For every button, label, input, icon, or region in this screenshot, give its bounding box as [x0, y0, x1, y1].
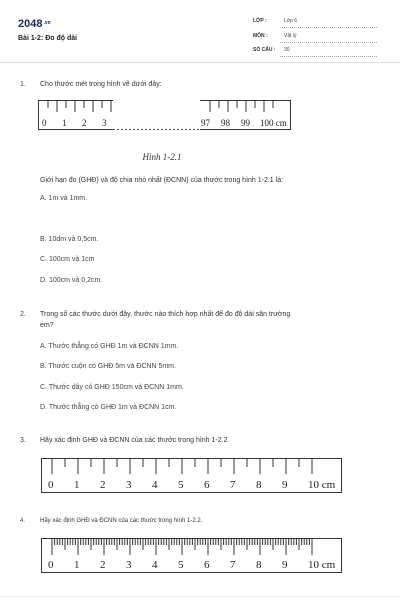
subject-underline: [280, 41, 377, 43]
count-value: 30: [284, 47, 290, 53]
q4-ruler-label: 3: [126, 559, 132, 571]
q3-ruler-label: 3: [126, 479, 132, 491]
q4-ruler-label: 5: [178, 559, 184, 571]
q4-ruler-label: 9: [282, 559, 288, 571]
q4-ruler-label: 2: [100, 559, 106, 571]
q3-number: 3.: [20, 437, 26, 444]
q1-ruler-label: 99: [241, 118, 250, 128]
q1-subquestion: Giới hạn đo (GHĐ) và độ chia nhỏ nhất (ĐCNN) của thước trong hình 1-2.1 là:: [40, 177, 284, 184]
q4-ruler-label: 8: [256, 559, 262, 571]
q1-ruler-figure: [38, 100, 292, 132]
q2-option-a[interactable]: A. Thước thẳng có GHĐ 1m và ĐCNN 1mm.: [40, 343, 179, 350]
q4-ruler-label: 0: [48, 559, 54, 571]
q1-option-d[interactable]: D. 100cm và 0,2cm.: [40, 277, 103, 284]
q3-ruler-label: 9: [282, 479, 288, 491]
brand-suffix: .vn: [43, 20, 51, 26]
q3-ruler-label: 8: [256, 479, 262, 491]
count-label: SỐ CÂU :: [253, 47, 276, 53]
q1-ruler-label: 98: [221, 118, 230, 128]
class-underline: [280, 26, 377, 28]
footer-divider: [0, 596, 400, 597]
q2-option-b[interactable]: B. Thước cuộn có GHĐ 5m và ĐCNN 5mm.: [40, 363, 176, 370]
subject-label: MÔN :: [253, 33, 268, 39]
q2-number: 2.: [20, 311, 26, 318]
q1-option-b[interactable]: B. 10dm và 0,5cm.: [40, 236, 99, 243]
q3-ruler-label: 5: [178, 479, 184, 491]
q3-ruler-figure: [41, 458, 343, 494]
q3-ruler-label: 1: [74, 479, 80, 491]
q1-option-c[interactable]: C. 100cm và 1cm: [40, 256, 95, 263]
q2-text-line2: em?: [40, 322, 54, 329]
q1-option-a[interactable]: A. 1m và 1mm.: [40, 195, 88, 202]
q3-ruler-label: 10 cm: [308, 479, 336, 491]
q3-ruler-label: 6: [204, 479, 210, 491]
q3-ruler-label: 4: [152, 479, 158, 491]
q1-ruler-label: 2: [82, 118, 87, 128]
q4-ruler-label: 7: [230, 559, 236, 571]
q1-ruler-left: [38, 100, 113, 130]
q3-ruler-frame: [42, 459, 342, 493]
q1-ruler-label: 3: [102, 118, 107, 128]
q1-ruler-right: [200, 100, 291, 130]
q3-ruler-label: 0: [48, 479, 54, 491]
q1-ruler-label: 1: [62, 118, 67, 128]
brand-name: 2048: [18, 18, 43, 30]
count-underline: [280, 55, 377, 57]
q1-ruler-label: 97: [201, 118, 210, 128]
q1-number: 1.: [20, 81, 26, 88]
q2-text-line1: Trong số các thước dưới đây, thước nào thích hợp nhất để đo độ dài sân trường: [40, 311, 291, 318]
q4-number: 4.: [20, 518, 26, 524]
q1-ruler-label: 0: [42, 118, 47, 128]
q4-ruler-label: 6: [204, 559, 210, 571]
subject-value: Vật lý: [284, 33, 297, 39]
q2-option-d[interactable]: D. Thước thẳng có GHĐ 1m và ĐCNN 1cm.: [40, 404, 177, 411]
q4-ruler-label: 4: [152, 559, 158, 571]
brand-logo: [18, 18, 51, 30]
q4-ruler-label: 10 cm: [308, 559, 336, 571]
q4-text: Hãy xác định GHĐ và ĐCNN của các thước trong hình 1-2.2.: [40, 518, 203, 524]
q3-text: Hãy xác định GHĐ và ĐCNN của các thước trong hình 1-2.2.: [40, 437, 230, 444]
q1-figure-caption: Hình 1-2.1: [142, 152, 182, 162]
q3-ruler-label: 2: [100, 479, 106, 491]
class-value: Lớp 6: [284, 18, 298, 24]
class-label: LỚP :: [253, 18, 267, 24]
q4-ruler-figure: [41, 538, 343, 574]
q3-ruler-label: 7: [230, 479, 236, 491]
lesson-title: Bài 1-2: Đo độ dài: [18, 35, 78, 42]
q2-option-c[interactable]: C. Thước dây có GHĐ 150cm và ĐCNN 1mm.: [40, 384, 184, 391]
q4-ruler-label: 1: [74, 559, 80, 571]
header-divider: [0, 62, 400, 63]
q1-ruler-label: 100 cm: [260, 118, 287, 128]
q1-text: Cho thước mét trong hình vẽ dưới đây:: [40, 81, 162, 88]
